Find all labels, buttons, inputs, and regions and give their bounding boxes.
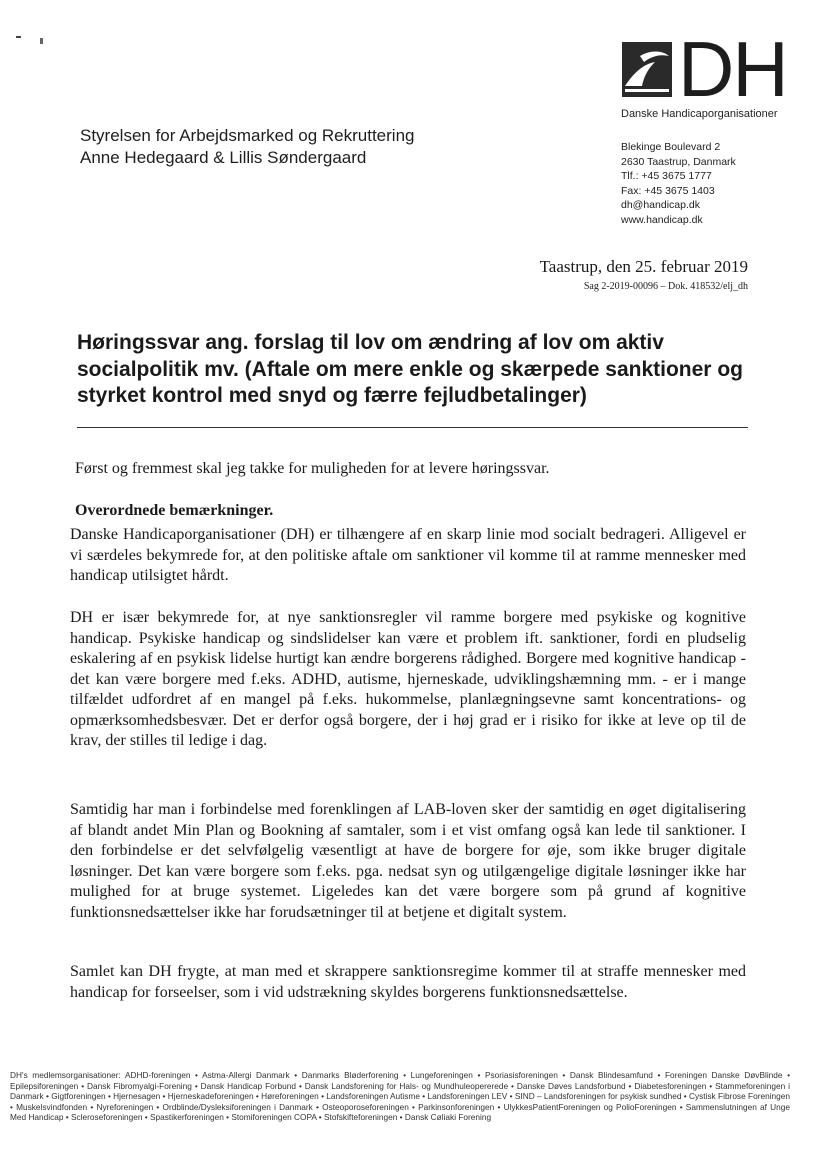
dh-logo-letters: DH: [678, 25, 787, 113]
document-heading: Høringssvar ang. forslag til lov om ændring af lov om aktiv socialpolitik mv. (Aftale om mere enkle og skærpede sanktioner og styrket kontrol med snyd og færre fejludbetalinger): [77, 331, 743, 407]
section-heading: Overordnede bemærkninger.: [75, 502, 274, 519]
scan-speck: [40, 38, 43, 44]
member-organisations-footer: DH's medlemsorganisationer: ADHD-foreningen • Astma-Allergi Danmark • Danmarks Bløderforening • Lungeforeningen • Psoriasisforeningen • Dansk Blindesamfund • Foreningen Danske DøvBlinde • Epilepsiforeningen • Dansk Fibromyalgi-Forening • Dansk Handicap Forbund • Dansk Landsforening for Hals- og Mundhuleopererede • Danske Døves Landsforbund • Diabetesforeningen • Stammeforeningen i Danmark • Gigtforeningen • Hjernesagen • Hjerneskadeforeningen • Høreforeningen • Landsforeningen Autisme • Landsforeningen LEV • SIND – Landsforeningen for psykisk sundhed • Cystisk Fibrose Foreningen • Muskelsvindfonden • Nyreforeningen • Ordblinde/Dysleksiforeningen i Danmark • Osteoporoseforeningen • Parkinsonforeningen • UlykkesPatientForeningen og PolioForeningen • Sammenslutningen af Unge Med Handicap • Scleroseforeningen • Spastikerforeningen • Stomiforeningen COPA • Stofskifteforeningen • Dansk Cøliaki Forening: [10, 1070, 790, 1123]
body-paragraph: DH er især bekymrede for, at nye sanktionsregler vil ramme borgere med psykiske og kognitive handicap. Psykiske handicap og sindslidelser kan være et problem ift. sanktioner, fordi en pludselig eskalering af en psykisk lidelse hurtigt kan ændre borgerens rådighed. Borgere med kognitive handicap - det kan være borgere med f.eks. ADHD, autisme, hjerneskade, udviklingshæmning mm. - er i mange tilfældet udfordret af en mangel på f.eks. hukommelse, planlægningsevne samt koncentrations- og opmærksomhedsbesvær. Det er derfor også borgere, der i høj grad er i risiko for ikke at leve op til de krav, der stilles til ledige i dag.: [70, 609, 746, 749]
scan-speck: [16, 36, 21, 38]
dh-logo-icon: [622, 42, 672, 97]
address-phone: Tlf.: +45 3675 1777: [621, 170, 712, 182]
reference-line: Sag 2-2019-00096 – Dok. 418532/elj_dh: [583, 281, 748, 292]
body-paragraph: Samlet kan DH frygte, at man med et skrappere sanktionsregime kommer til at straffe mennesker med handicap for forseelser, som i vid udstrækning skyldes borgerens funktionsnedsættelse.: [70, 963, 746, 1001]
heading-divider: [77, 427, 748, 428]
address-street: Blekinge Boulevard 2: [621, 141, 721, 153]
address-fax: Fax: +45 3675 1403: [621, 184, 715, 197]
body-paragraph: Samtidig har man i forbindelse med forenklingen af LAB-loven sker der samtidig en øget digitalisering af blandt andet Min Plan og Bookning af samtaler, som i et vist omfang også kan lede til sanktioner. I den forbindelse er det selvfølgelig væsentligt at have de borgere for øje, som ikke bruger digitale løsninger. Det kan være borgere som f.eks. pga. nedsat syn og utilgængelige digitale løsninger ikke har mulighed for at bruge systemet. Ligeledes kan det være borgere som på grund af kognitive funktionsnedsættelser ikke har forudsætninger til at betjene et digitalt system.: [70, 801, 746, 921]
recipient-line-2: Anne Hedegaard & Lillis Søndergaard: [80, 148, 367, 167]
date-line: Taastrup, den 25. februar 2019: [539, 257, 748, 276]
organisation-name: Danske Handicaporganisationer: [621, 108, 778, 120]
address-email: dh@handicap.dk: [621, 199, 700, 211]
sender-address: [621, 140, 736, 227]
intro-text: Først og fremmest skal jeg takke for muligheden for at levere høringssvar.: [75, 460, 550, 477]
address-website: www.handicap.dk: [621, 213, 703, 226]
recipient-block: [80, 125, 415, 169]
body-paragraph: Danske Handicaporganisationer (DH) er tilhængere af en skarp linie mod socialt bedrageri. Alligevel er vi særdeles bekymrede for, at den politiske aftale om sanktioner vil komme til at ramme mennesker med handicap utilsigtet hårdt.: [70, 526, 746, 584]
recipient-line-1: Styrelsen for Arbejdsmarked og Rekruttering: [80, 126, 415, 145]
address-city: 2630 Taastrup, Danmark: [621, 155, 736, 168]
